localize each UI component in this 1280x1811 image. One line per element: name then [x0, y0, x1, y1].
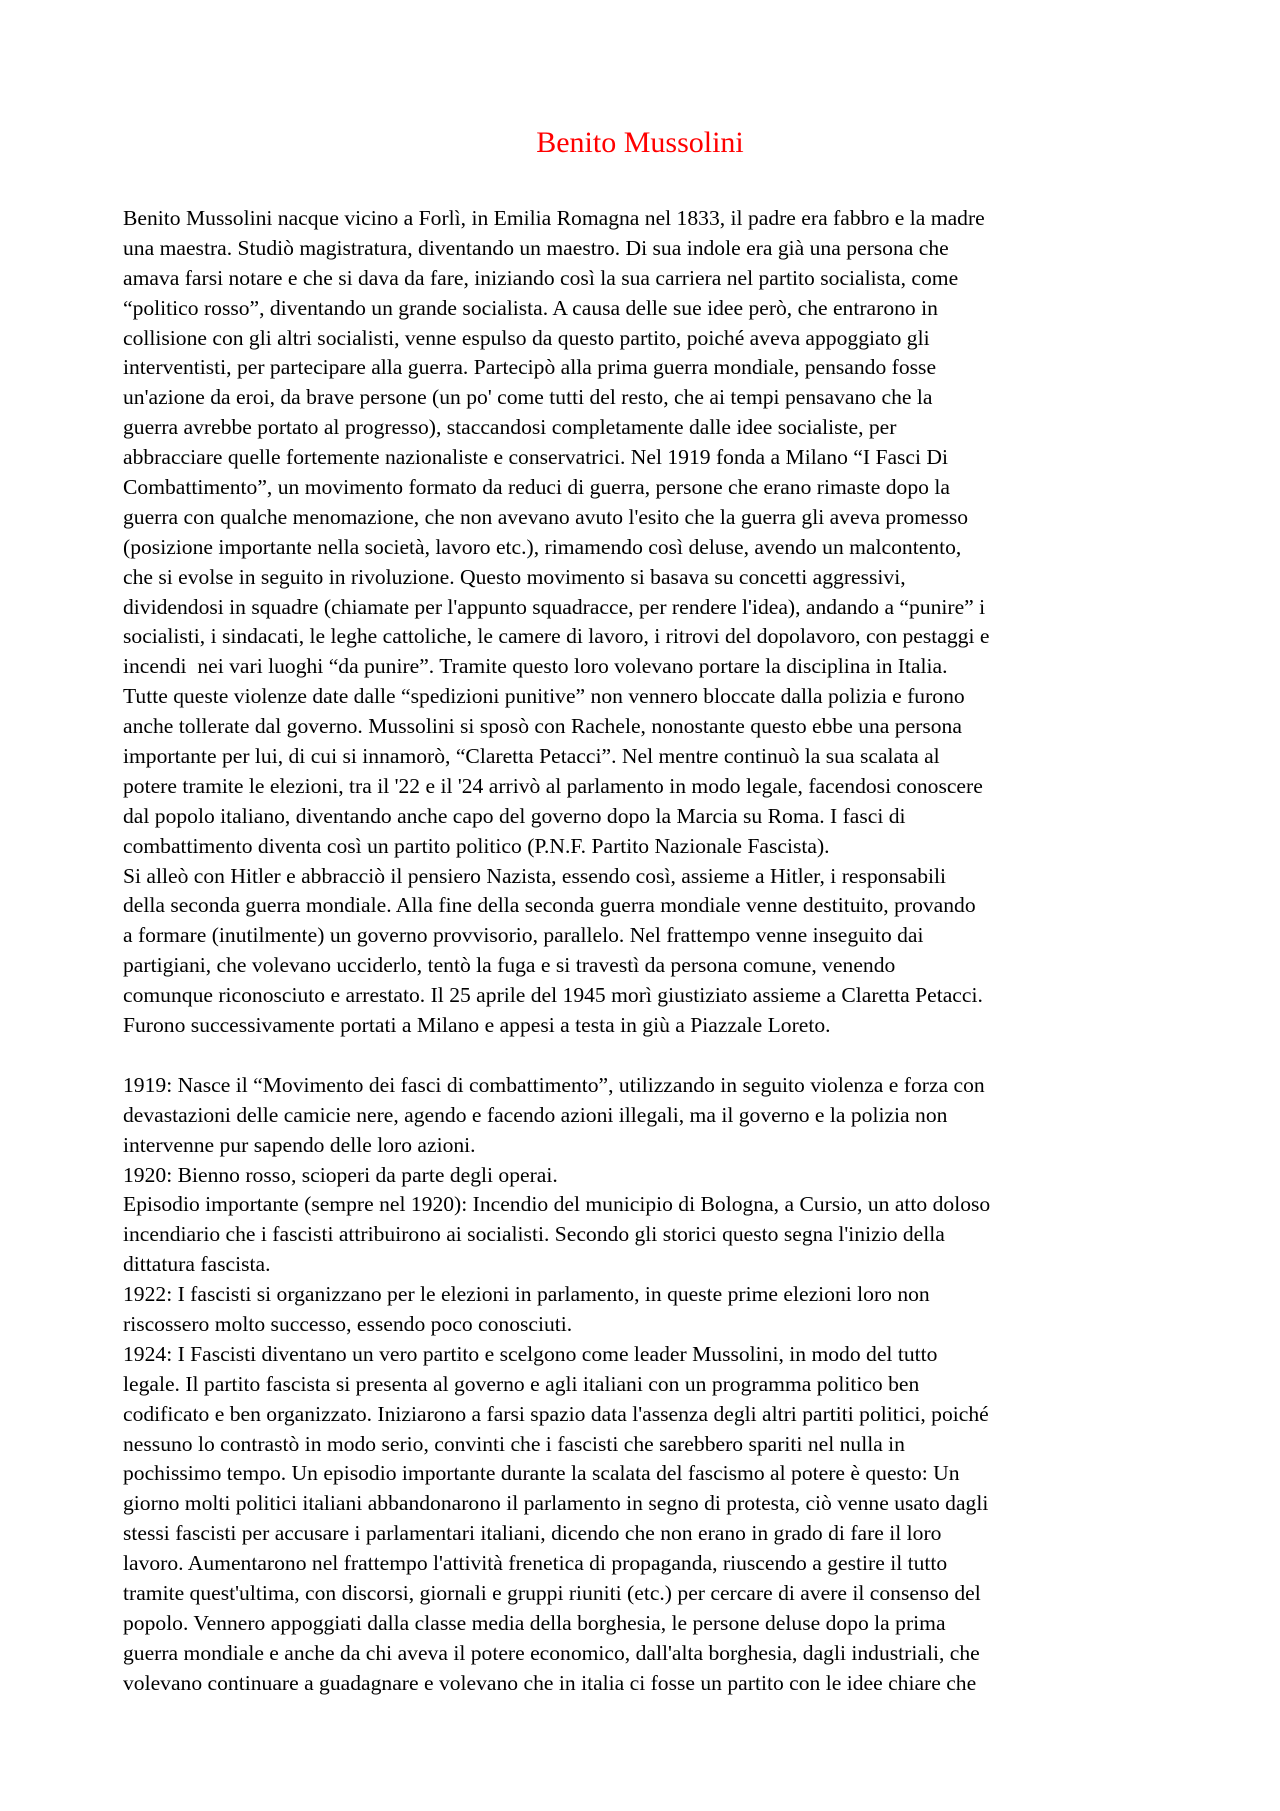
- text-line: che si evolse in seguito in rivoluzione. Questo movimento si basava su concetti aggressivi,: [123, 564, 906, 589]
- text-line: potere tramite le elezioni, tra il '22 e il '24 arrivò al parlamento in modo legale, facendosi conoscere: [123, 773, 983, 798]
- text-line: legale. Il partito fascista si presenta al governo e agli italiani con un programma politico ben: [123, 1371, 920, 1396]
- text-line: guerra mondiale e anche da chi aveva il potere economico, dall'alta borghesia, dagli industriali, che: [123, 1640, 980, 1665]
- text-line: Furono successivamente portati a Milano e appesi a testa in giù a Piazzale Loreto.: [123, 1013, 831, 1038]
- text-line: giorno molti politici italiani abbandonarono il parlamento in segno di protesta, ciò venne usato dagli: [123, 1491, 989, 1516]
- text-line: pochissimo tempo. Un episodio importante durante la scalata del fascismo al potere è questo: Un: [123, 1461, 960, 1486]
- text-line: Si alleò con Hitler e abbracciò il pensiero Nazista, essendo così, assieme a Hitler, i responsabili: [123, 863, 947, 888]
- text-line: riscossero molto successo, essendo poco conosciuti.: [123, 1311, 573, 1336]
- text-line: intervenne pur sapendo delle loro azioni.: [123, 1132, 476, 1157]
- text-line: 1922: I fascisti si organizzano per le elezioni in parlamento, in queste prime elezioni loro non: [123, 1282, 930, 1307]
- text-line: stessi fascisti per accusare i parlamentari italiani, dicendo che non erano in grado di fare il loro: [123, 1521, 942, 1546]
- text-line: popolo. Vennero appoggiati dalla classe media della borghesia, le persone deluse dopo la prima: [123, 1610, 946, 1635]
- text-line: abbracciare quelle fortemente nazionaliste e conservatrici. Nel 1919 fonda a Milano “I Fasci Di: [123, 445, 949, 470]
- text-line: dittatura fascista.: [123, 1252, 271, 1277]
- text-line: un'azione da eroi, da brave persone (un po' come tutti del resto, che ai tempi pensavano che la: [123, 385, 933, 410]
- text-line: Episodio importante (sempre nel 1920): Incendio del municipio di Bologna, a Cursio, un atto doloso: [123, 1192, 991, 1217]
- text-line: guerra con qualche menomazione, che non avevano avuto l'esito che la guerra gli aveva promesso: [123, 504, 969, 529]
- text-line: 1920: Bienno rosso, scioperi da parte degli operai.: [123, 1162, 558, 1187]
- text-line: combattimento diventa così un partito politico (P.N.F. Partito Nazionale Fascista).: [123, 833, 830, 858]
- text-line: partigiani, che volevano ucciderlo, tentò la fuga e si travestì da persona comune, venendo: [123, 953, 896, 978]
- text-line: tramite quest'ultima, con discorsi, giornali e gruppi riuniti (etc.) per cercare di avere il consenso del: [123, 1580, 981, 1605]
- text-line: importante per lui, di cui si innamorò, “Claretta Petacci”. Nel mentre continuò la sua scalata al: [123, 744, 940, 769]
- text-line: comunque riconosciuto e arrestato. Il 25 aprile del 1945 morì giustiziato assieme a Claretta Petacci.: [123, 983, 983, 1008]
- text-line: socialisti, i sindacati, le leghe cattoliche, le camere di lavoro, i ritrovi del dopolavoro, con pestaggi e: [123, 624, 990, 649]
- text-line: guerra avrebbe portato al progresso), staccandosi completamente dalle idee socialiste, per: [123, 415, 897, 440]
- text-line: interventisti, per partecipare alla guerra. Partecipò alla prima guerra mondiale, pensando fosse: [123, 355, 937, 380]
- text-line: incendiario che i fascisti attribuirono ai socialisti. Secondo gli storici questo segna l'inizio della: [123, 1222, 945, 1247]
- text-line: incendi nei vari luoghi “da punire”. Tramite questo loro volevano portare la disciplina in Italia.: [123, 654, 948, 679]
- text-line: Benito Mussolini nacque vicino a Forlì, in Emilia Romagna nel 1833, il padre era fabbro e la madre: [123, 206, 985, 230]
- text-line: “politico rosso”, diventando un grande socialista. A causa delle sue idee però, che entrarono in: [123, 295, 938, 320]
- text-line: 1924: I Fascisti diventano un vero partito e scelgono come leader Mussolini, in modo del tutto: [123, 1341, 938, 1366]
- text-line: amava farsi notare e che si dava da fare, iniziando così la sua carriera nel partito socialista, come: [123, 265, 959, 290]
- document-title: Benito Mussolini: [536, 126, 744, 159]
- text-line: volevano continuare a guadagnare e volevano che in italia ci fosse un partito con le idee chiare che: [123, 1670, 977, 1695]
- text-line: della seconda guerra mondiale. Alla fine della seconda guerra mondiale venne destituito, provando: [123, 893, 976, 918]
- text-line: una maestra. Studiò magistratura, diventando un maestro. Di sua indole era già una persona che: [123, 235, 949, 260]
- text-line: dal popolo italiano, diventando anche capo del governo dopo la Marcia su Roma. I fasci di: [123, 803, 906, 828]
- text-line: collisione con gli altri socialisti, venne espulso da questo partito, poiché aveva appoggiato gli: [123, 325, 930, 350]
- text-line: lavoro. Aumentarono nel frattempo l'attività frenetica di propaganda, riuscendo a gestire il tutto: [123, 1551, 948, 1576]
- text-line: dividendosi in squadre (chiamate per l'appunto squadracce, per rendere l'idea), andando a “punire” i: [123, 594, 986, 619]
- text-line: 1919: Nasce il “Movimento dei fasci di combattimento”, utilizzando in seguito violenza e forza con: [123, 1072, 985, 1097]
- text-line: (posizione importante nella società, lavoro etc.), rimamendo così deluse, avendo un malcontento,: [123, 534, 962, 559]
- text-line: a formare (inutilmente) un governo provvisorio, parallelo. Nel frattempo venne inseguito dai: [123, 923, 924, 948]
- text-line: Combattimento”, un movimento formato da reduci di guerra, persone che erano rimaste dopo la: [123, 475, 950, 500]
- text-line: anche tollerate dal governo. Mussolini si sposò con Rachele, nonostante questo ebbe una persona: [123, 714, 962, 739]
- text-line: codificato e ben organizzato. Iniziarono a farsi spazio data l'assenza degli altri partiti politici, poiché: [123, 1401, 989, 1426]
- text-line: Tutte queste violenze date dalle “spedizioni punitive” non vennero bloccate dalla polizia e furono: [123, 684, 965, 709]
- blank-line: [123, 1041, 1173, 1071]
- text-line: nessuno lo contrastò in modo serio, convinti che i fascisti che sarebbero spariti nel nulla in: [123, 1431, 905, 1456]
- document-body: [123, 204, 1173, 1699]
- text-line: devastazioni delle camicie nere, agendo e facendo azioni illegali, ma il governo e la polizia non: [123, 1102, 948, 1127]
